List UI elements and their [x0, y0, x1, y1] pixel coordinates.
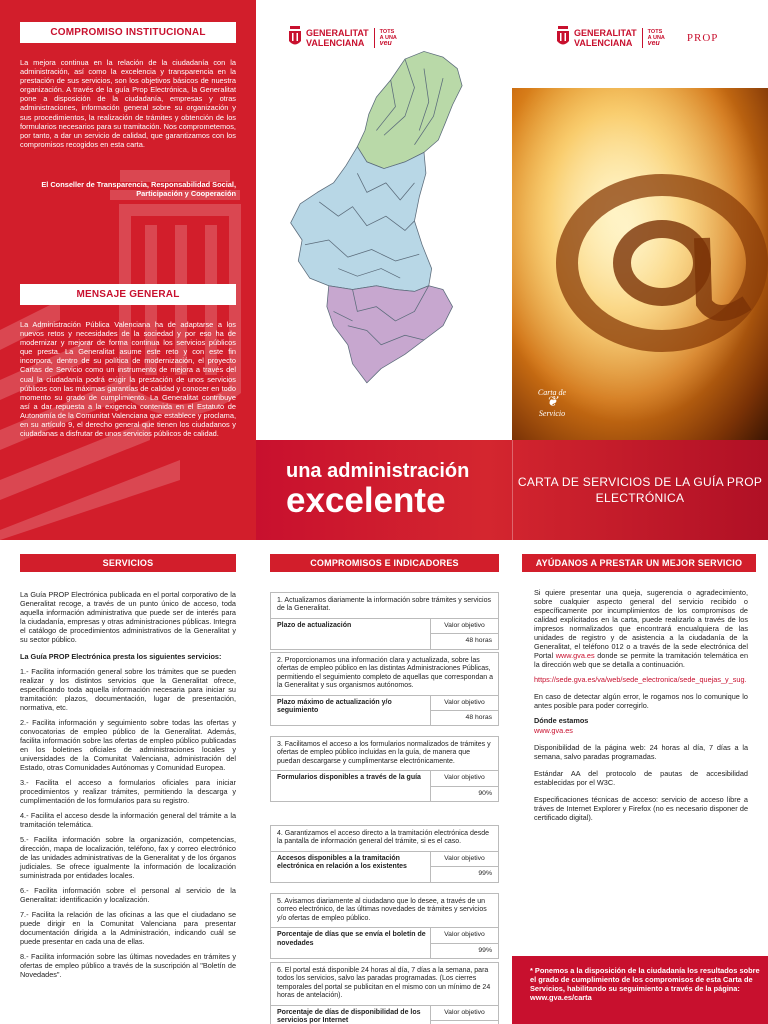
- carta-logo-line2: Servicio: [538, 409, 566, 418]
- indicator-label: Porcentaje de días que se envía el boletín de novedades: [271, 928, 431, 958]
- indicator-value: 99%: [478, 870, 492, 878]
- servicio-item: 5.- Facilita información sobre la organización, competencias, dirección, mapa de localización, teléfono, fax y correo electrónico de las unidades administrativas de la Generalitat y de los órganos judiciales. Se ofrece igualmente la información de localización suministrada por entidades locales.: [20, 835, 236, 880]
- carta-logo-line1: Carta de: [537, 388, 567, 397]
- indicator-value: 99%: [478, 946, 492, 954]
- indicator-row: [271, 1006, 498, 1024]
- indicator-value-cell: [431, 852, 498, 882]
- resultados-highlight-box: [512, 956, 768, 1024]
- valor-objetivo-label: Valor objetivo: [431, 1006, 498, 1021]
- coat-of-arms-icon: [556, 26, 570, 50]
- indicator-description: 2. Proporcionamos una información clara y actualizada, sobre las ofertas de empleo público en las distintas Administraciones Públicas, permitiendo el seguimiento completo de aquellas que correspondan a la Generalitat y sus organismos autónomos.: [271, 653, 498, 696]
- left-panel: [0, 0, 256, 540]
- indicator-label: Porcentaje de días de disponibilidad de los servicios por Internet: [271, 1006, 431, 1024]
- comunitat-valenciana-map: [256, 40, 512, 440]
- tots-line2: A UNA: [647, 35, 665, 41]
- generalitat-logo-right: [556, 26, 718, 50]
- indicator-label: Plazo de actualización: [271, 619, 431, 649]
- indicator-row: [271, 696, 498, 726]
- indicator-box-2: [270, 652, 499, 726]
- servicio-item: 6.- Facilita información sobre el personal al servicio de la Generalitat: identificación y localización.: [20, 886, 236, 904]
- indicator-box-1: [270, 592, 499, 650]
- header-mensaje-general: MENSAJE GENERAL: [20, 284, 236, 305]
- servicios-intro: La Guía PROP Electrónica publicada en el portal corporativo de la Generalitat recoge, a través de un punto único de acceso, toda aquella información administrativa que puede ser de interés para la ciudadanía, empresas y otras administraciones públicas. Integra el catálogo de procedimientos administrativos de la Generalitat y su sector público.: [20, 590, 236, 644]
- servicio-item: 4.- Facilita el acceso desde la información general del trámite a la tramitación telemática.: [20, 811, 236, 829]
- ayudanos-paragraph-5: Especificaciones técnicas de acceso: servicio de acceso libre a tráves de Internet Explorer y Firefox (no es necesario disponer de certificado digital).: [534, 795, 748, 822]
- brochure-inside: [0, 540, 768, 1024]
- indicator-box-5: [270, 893, 499, 959]
- tots-a-una-veu: [648, 29, 665, 47]
- valor-objetivo-label: Valor objetivo: [431, 619, 498, 634]
- ayudanos-p1-tail: donde se permite la tramitación telemática en la dirección web que se detalla a continuación.: [534, 651, 749, 669]
- servicios-column: [0, 540, 256, 1024]
- indicator-row: [271, 619, 498, 649]
- prop-logo: PROP: [686, 32, 719, 44]
- indicator-label: Formularios disponibles a través de la guía: [271, 771, 431, 801]
- at-sign-photo: [512, 88, 768, 440]
- generalitat-wordmark: [574, 28, 637, 48]
- indicator-value-cell: [431, 928, 498, 958]
- valor-objetivo-label: Valor objetivo: [431, 771, 498, 786]
- quejas-url-link[interactable]: https://sede.gva.es/va/web/sede_electronica/sede_quejas_y_sug.: [534, 675, 747, 684]
- servicios-body: [20, 590, 236, 985]
- donde-estamos-title: Dónde estamos: [534, 716, 589, 725]
- servicio-item: 1.- Facilita información general sobre los trámites que se pueden realizar y los distintos servicios que la Generalitat ofrece, especificando toda aquella información necesaria para iniciar su tramitación: plazos, documentación, lugar de presentación, normativa, etc.: [20, 667, 236, 712]
- tots-line2: A UNA: [379, 35, 397, 41]
- cover-subtitle: una administración: [286, 460, 470, 482]
- wordmark-line1: GENERALITAT: [306, 28, 369, 38]
- indicator-description: 1. Actualizamos diariamente la información sobre trámites y servicios de la Generalitat.: [271, 593, 498, 619]
- indicator-row: [271, 771, 498, 801]
- logo-separator: [642, 28, 643, 48]
- indicator-value: 48 horas: [465, 637, 492, 645]
- tots-line3: veu: [379, 40, 392, 47]
- cover-title: excelente: [286, 481, 446, 520]
- ayudanos-paragraph-1: [534, 588, 748, 669]
- servicio-item: 7.- Facilita la relación de las oficinas a las que el ciudadano se puede dirigir en la Comunitat Valenciana para presentar documentación dirigida a la Administración, indicando cuál se puede presentar en cada una de ellas.: [20, 910, 236, 946]
- wordmark-line2: VALENCIANA: [574, 38, 633, 48]
- indicator-value-cell: [431, 1006, 498, 1024]
- header-compromiso-institucional: COMPROMISO INSTITUCIONAL: [20, 22, 236, 43]
- indicator-box-4: [270, 825, 499, 883]
- indicator-description: 3. Facilitamos el acceso a los formularios normalizados de trámites y ofertas de empleo público incluidas en la guía, de manera que puedan descargarse y cumplimentarse electrónicamente.: [271, 737, 498, 771]
- indicator-value-cell: [431, 771, 498, 801]
- indicator-box-6: [270, 962, 499, 1024]
- tots-line1: TOTS: [379, 29, 395, 35]
- indicator-value: 48 horas: [465, 714, 492, 722]
- ayudanos-body: [534, 588, 748, 828]
- cover-banner: [256, 440, 768, 540]
- indicator-value: 90%: [478, 789, 492, 797]
- indicator-value-cell: [431, 619, 498, 649]
- resultados-text: * Ponemos a la disposición de la ciudadanía los resultados sobre el grado de cumplimiento de los compromisos de esta Carta de Servicios, habilitando su seguimiento a través de la página: www.gva.es/carta: [530, 966, 760, 1002]
- servicios-header: SERVICIOS: [20, 554, 236, 572]
- carta-servicio-logo: [522, 388, 582, 418]
- tots-line1: TOTS: [647, 29, 663, 35]
- donde-estamos-link[interactable]: www.gva.es: [534, 726, 573, 735]
- indicator-value-cell: [431, 696, 498, 726]
- mensaje-general-text: La Administración Pública Valenciana ha de adaptarse a los nuevos retos y necesidades de la sociedad y por eso ha de modernizar y mejorar de forma continua los servicios públicos que presta. La Generalitat asume este reto y con este fin incorpora, dentro de su política de modernización, el proyecto Cartas de Servicio como un instrumento de mejora a través del cual la ciudadanía podrá exigir la prestación de unos servicios públicos con las máximas garantías de calidad y conocer en todo momento su grado de cumplimiento. La Generalitat contribuye así a dar repuesta a la exigencia contenida en el Estatuto de Autonomía de la Comunitat Valenciana que establece y proclama, en su artículo 9, el derecho general que tienen los ciudadanos y ciudadanas a disfrutar de unos servicios públicos de calidad.: [20, 320, 236, 439]
- servicio-item: 8.- Facilita información sobre las últimas novedades en trámites y ofertas de empleo público a través de la suscripción al "Boletín de Novedades".: [20, 952, 236, 979]
- carta-logo-leaf: ❦: [546, 395, 558, 410]
- ayudanos-paragraph-2: En caso de detectar algún error, le rogamos nos lo comunique lo antes posible para poder corregirlo.: [534, 692, 748, 710]
- conseller-signature: El Conseller de Transparencia, Responsabilidad Social, Participación y Cooperación: [41, 180, 236, 199]
- tots-line3: veu: [647, 40, 660, 47]
- indicator-description: 5. Avisamos diariamente al ciudadano que lo desee, a través de un correo electrónico, de las últimas novedades de trámites y servicios y/o ofertas de empleo público.: [271, 894, 498, 928]
- indicator-description: 6. El portal está disponible 24 horas al día, 7 días a la semana, para todos los servicios, salvo las paradas programadas. (Los cierres temporales del portal se publicitan en el mismo con un mínimo de 24 horas de antelación).: [271, 963, 498, 1006]
- servicio-item: 2.- Facilita información y seguimiento sobre todas las ofertas y convocatorias de empleo público de la Generalitat. Además, facilita información sobre las ofertas de empleo público publicadas en los boletines oficiales de administraciones locales y universidades de la Comunitat Valenciana, administración del Estado, otras Comunidades Autónomas y Comunidad Europea.: [20, 718, 236, 772]
- indicator-box-3: [270, 736, 499, 802]
- ayudanos-header: AYÚDANOS A PRESTAR UN MEJOR SERVICIO: [522, 554, 756, 572]
- ayudanos-p1-text: Si quiere presentar una queja, sugerencia o agradecimiento, sobre cualquier aspecto general del servicio recibido o específicamente por incumplimientos de los compromisos de calidad explicitados en la carta, puede realizarlo a través de los impresos normalizados que encontrará encualquiera de las unidades de registro y de asistencia a la ciudadanía de la Generalitat, el teléfono 012 o a través de la sede electrónica del Portal: [534, 588, 748, 660]
- indicator-description: 4. Garantizamos el acceso directo a la tramitación electrónica desde la pantalla de información general del trámite, si es el caso.: [271, 826, 498, 852]
- ayudanos-paragraph-3: Disponibilidad de la página web: 24 horas al día, 7 días a la semana, salvo paradas programadas.: [534, 743, 748, 761]
- indicator-row: [271, 852, 498, 882]
- institucional-text: La mejora continua en la relación de la ciudadanía con la administración, así como la excelencia y transparencia en la prestación de sus servicios, son los objetivos básicos de nuestra organización. A través de la guía Prop Electrónica, la Generalitat pone a disposición de la ciudadanía, empresas y otras administraciones, información general sobre su organización y sus procedimientos, la realización de trámites y obtención de los formularios necesarios para su tramitación. Nos comprometemos, por tanto, a dar un servicio de calidad, que garantizamos con los compromisos recogidos en esta carta.: [20, 58, 236, 149]
- wordmark-line2: VALENCIANA: [306, 38, 365, 48]
- wordmark-line1: GENERALITAT: [574, 28, 637, 38]
- servicio-item: 3.- Facilita el acceso a formularios oficiales para iniciar procedimientos y realizar trámites, permitiendo la descarga y cumplimentación de los formularios para su registro.: [20, 778, 236, 805]
- indicator-label: Plazo máximo de actualización y/o seguimiento: [271, 696, 431, 726]
- compromisos-header: COMPROMISOS E INDICADORES: [270, 554, 499, 572]
- ayudanos-paragraph-4: Estándar AA del protocolo de pautas de accesibilidad establecidas por el W3C.: [534, 769, 748, 787]
- gva-link[interactable]: www.gva.es: [555, 651, 595, 660]
- carta-servicios-title: CARTA DE SERVICIOS DE LA GUÍA PROP ELECTRÓNICA: [517, 475, 763, 505]
- indicator-row: [271, 928, 498, 958]
- valor-objetivo-label: Valor objetivo: [431, 928, 498, 943]
- valor-objetivo-label: Valor objetivo: [431, 696, 498, 711]
- servicios-lead: La Guía PROP Electrónica presta los siguientes servicios:: [20, 652, 222, 661]
- valor-objetivo-label: Valor objetivo: [431, 852, 498, 867]
- indicator-label: Accesos disponibles a la tramitación electrónica en relación a los existentes: [271, 852, 431, 882]
